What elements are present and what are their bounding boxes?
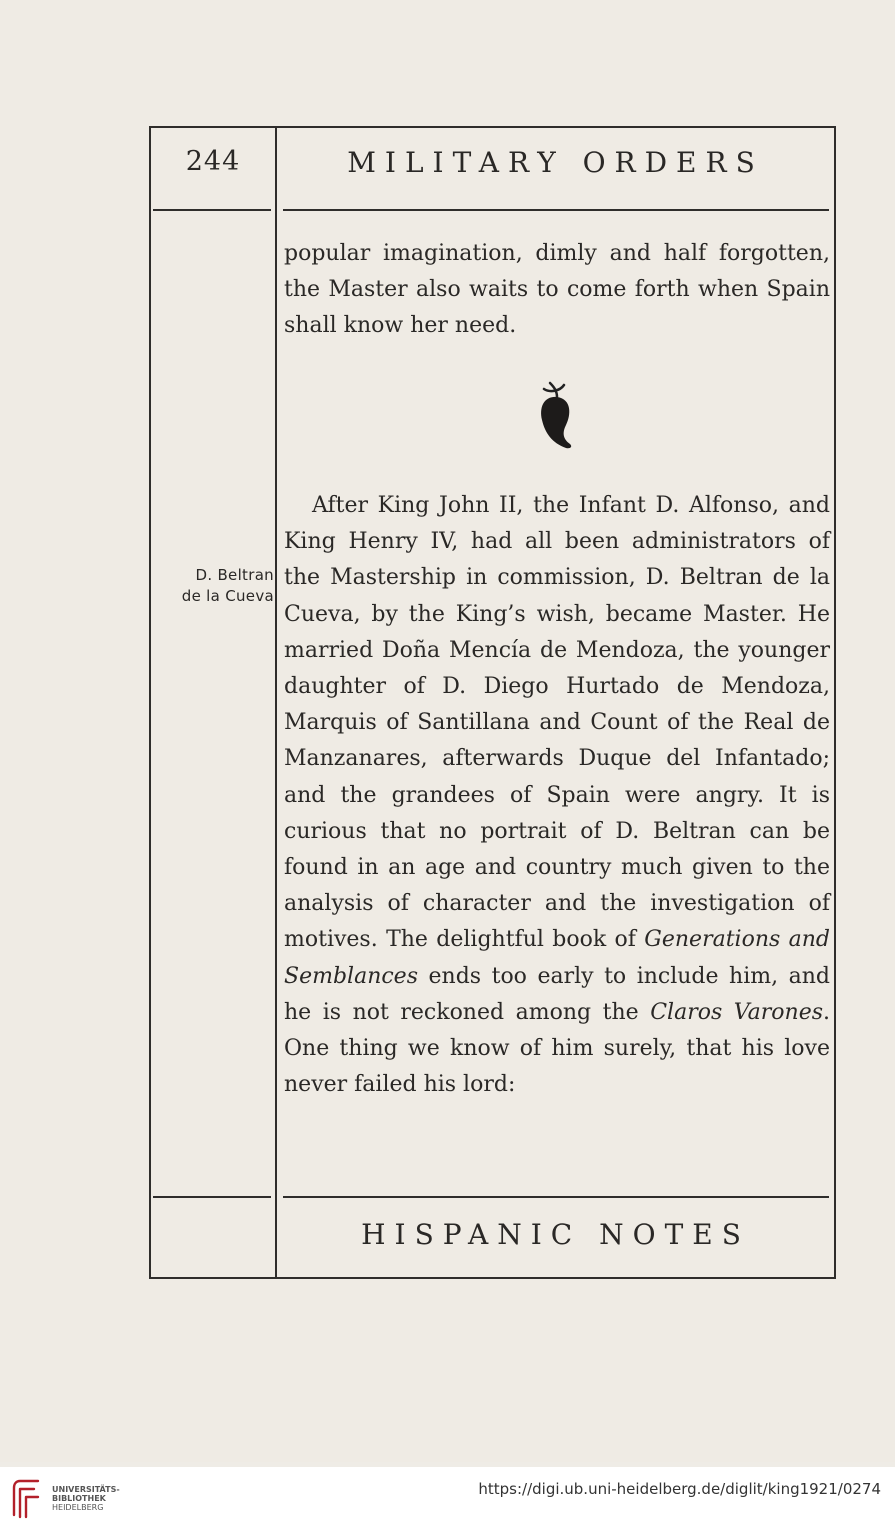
running-footer: HISPANIC NOTES — [361, 1218, 750, 1251]
library-name-line-3: HEIDELBERG — [52, 1503, 104, 1512]
paragraph-1: popular imagination, dimly and half forgotten, the Master also waits to come forth when Spain shall know her need. — [284, 241, 830, 339]
header-rule-right — [283, 209, 829, 211]
university-library-logo-icon — [8, 1475, 44, 1523]
paragraph-2-text-a: After King John II, the Infant D. Alfonso, and King Henry IV, had all been administrators of the Mastership in commission, D. Beltran de la Cueva, by the King’s wish, became Master. He married Doña Mencía de Mendoza, the younger daughter of D. Diego Hurtado de Mendoza, Marquis of Santillana and Count of the Real de Manzanares, afterwards Duque del Infantado; and the grandees of Spain were angry. It is curious that no portrait of D. Beltran can be found in an age and country much given to the analysis of character and the investigation of motives. The delightful book of — [284, 493, 830, 953]
footer-rule-right — [283, 1196, 829, 1198]
column-divider — [275, 127, 277, 1278]
source-url-link[interactable]: https://digi.ub.uni-heidelberg.de/diglit/king1921/0274 — [478, 1480, 881, 1498]
header-rule-left — [153, 209, 271, 211]
viewer-footer — [0, 1467, 895, 1531]
pepper-ornament-icon — [530, 377, 580, 455]
paragraph-2-text-b: ends too early to include him, and he is not reckoned among the — [284, 963, 830, 1025]
marginal-note-line-2: de la Cueva — [181, 587, 274, 605]
paragraph-main — [284, 488, 830, 1103]
paragraph-2 — [284, 488, 830, 1103]
library-name-line-2: BIBLIOTHEK — [52, 1494, 106, 1503]
paragraph-continued — [284, 236, 830, 345]
library-name-line-1: UNIVERSITÄTS- — [52, 1485, 120, 1494]
page-number: 244 — [185, 146, 241, 177]
marginal-note — [152, 565, 274, 607]
library-name — [52, 1485, 120, 1512]
running-title: MILITARY ORDERS — [347, 146, 764, 179]
book-title-generations: Generations and Semblances — [284, 927, 831, 989]
paragraph-2-text-c: . One thing we know of him surely, that his love never failed his lord: — [284, 999, 831, 1098]
book-title-claros-varones: Claros Varones — [650, 999, 824, 1025]
footer-rule-left — [153, 1196, 271, 1198]
marginal-note-line-1: D. Beltran — [195, 566, 274, 584]
